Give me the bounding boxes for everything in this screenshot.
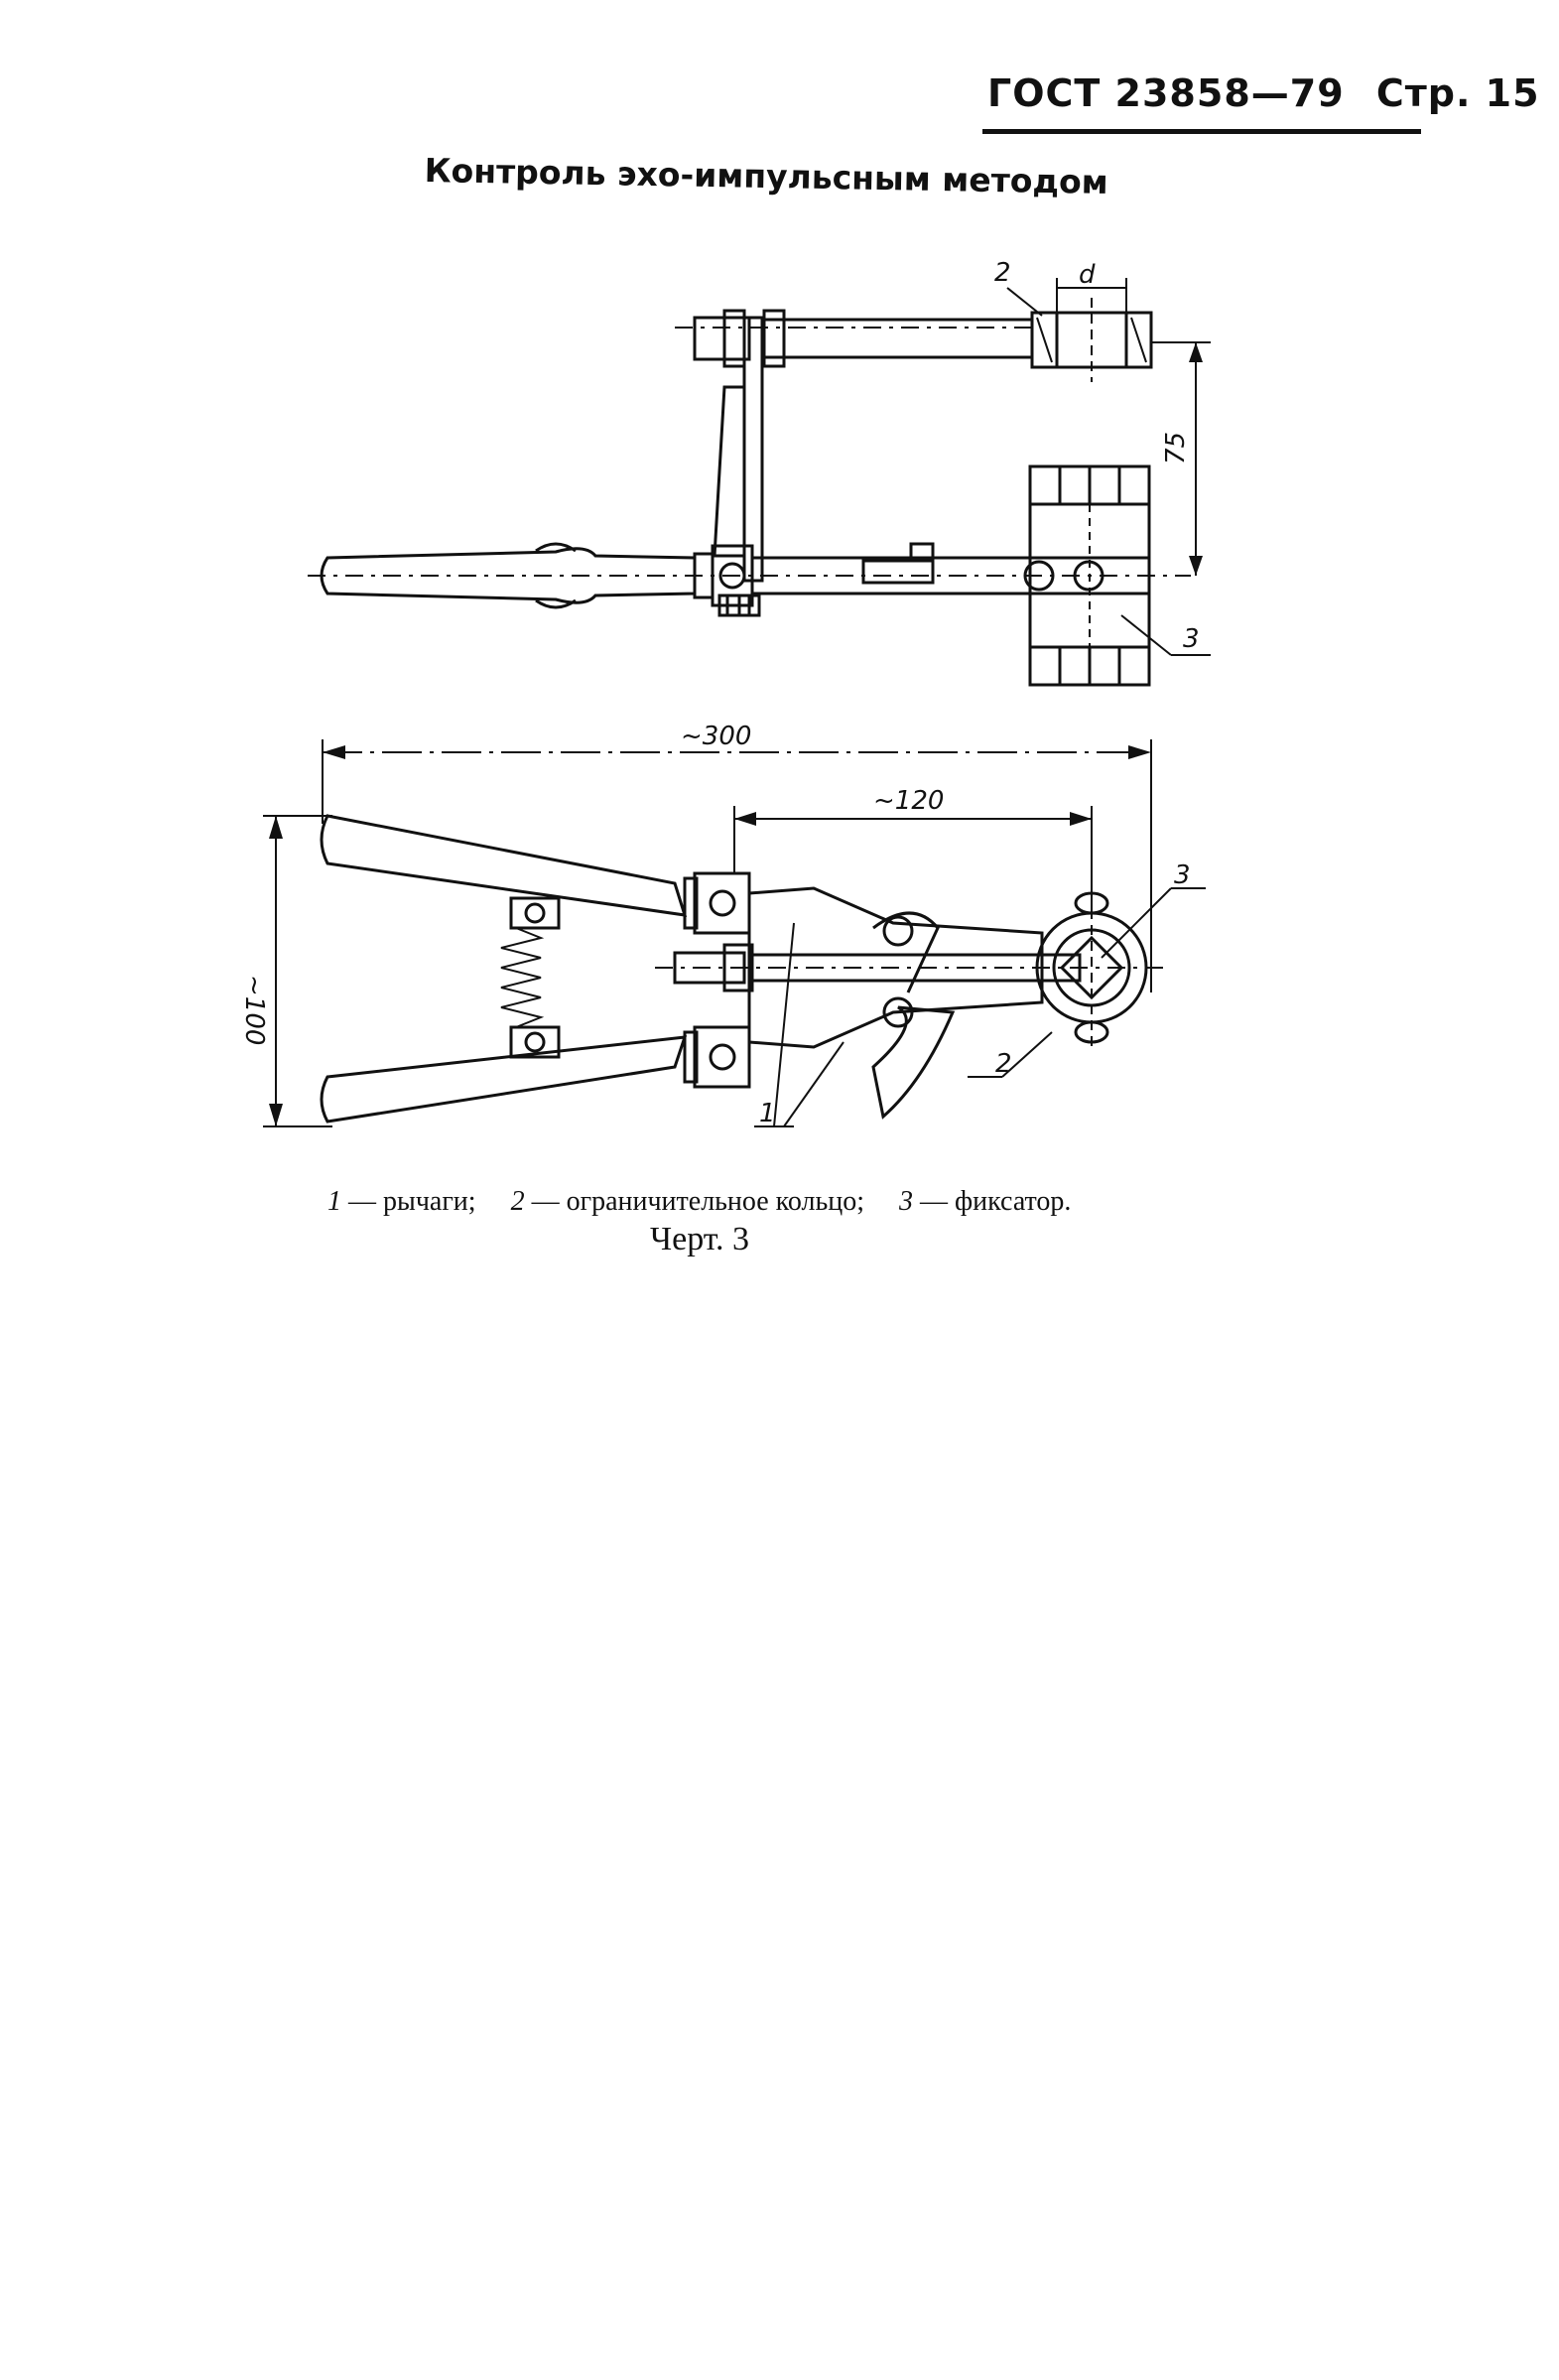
label-part2-top: 2 xyxy=(994,258,1011,288)
label-120: ~120 xyxy=(873,786,945,816)
label-part3-top: 3 xyxy=(1183,624,1200,654)
label-100: ~100 xyxy=(239,975,269,1046)
top-view xyxy=(308,258,1211,685)
legend xyxy=(327,1186,1099,1218)
legend-item-fixator: 3 — фиксатор. xyxy=(899,1186,1072,1217)
legend-item-levers: 1 — рычаги; xyxy=(327,1186,476,1217)
label-75: 75 xyxy=(1161,431,1191,464)
label-part1-bottom: 1 xyxy=(759,1099,776,1128)
standard-number: ГОСТ 23858—79 xyxy=(987,71,1345,115)
legend-num-1: 1 xyxy=(327,1186,341,1217)
page-number: Стр. 15 xyxy=(1375,71,1540,115)
section-title: Контроль эхо-импульсным методом xyxy=(424,151,1109,202)
legend-num-3: 3 xyxy=(899,1186,914,1217)
dimension-120 xyxy=(734,786,1092,913)
label-part2-bottom: 2 xyxy=(995,1049,1012,1079)
legend-num-2: 2 xyxy=(510,1186,525,1217)
dimension-100 xyxy=(239,816,332,1126)
label-part3-bottom: 3 xyxy=(1174,860,1191,890)
figure-caption: Черт. 3 xyxy=(650,1221,750,1257)
label-d: d xyxy=(1079,260,1096,290)
label-300: ~300 xyxy=(681,722,752,751)
legend-item-ring: 2 — ограничительное кольцо; xyxy=(510,1186,865,1217)
bottom-view xyxy=(322,816,1206,1128)
